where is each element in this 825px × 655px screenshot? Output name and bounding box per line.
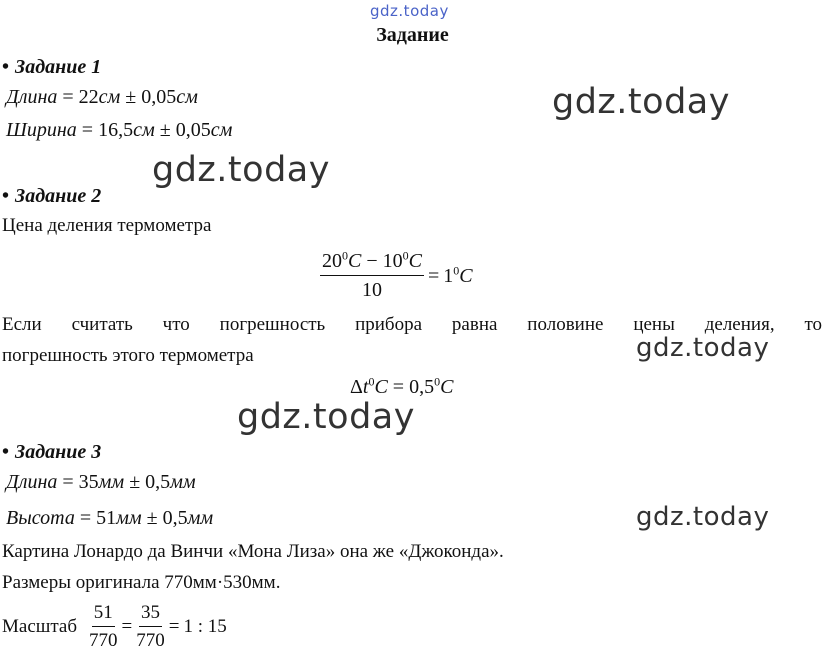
fraction-2 <box>136 602 165 652</box>
equals: = <box>427 264 440 287</box>
thermometer-error-formula: $\Delta t^0C = 0,5^0C$ <box>350 374 454 398</box>
fraction-2-denominator: 770 <box>136 630 165 651</box>
fraction-1-denominator: 770 <box>89 630 118 651</box>
task-2-explanation-1: Если считать что погрешность прибора равна половине цены деления, то <box>2 314 822 335</box>
length-unit: мм <box>98 471 125 493</box>
task-2-intro: Цена деления термометра <box>2 215 212 236</box>
error-unit: см <box>210 119 233 141</box>
scale-formula <box>2 602 227 652</box>
fraction-numerator: $20^0C - 10^0C$ <box>320 250 424 276</box>
bullet: • <box>2 185 10 207</box>
task-heading-text: Задание 1 <box>15 56 102 78</box>
width-unit: см <box>133 119 155 141</box>
scale-label: Масштаб <box>2 616 78 637</box>
width-label: Ширина <box>6 119 77 141</box>
plus-minus: ± <box>159 119 171 141</box>
task-3-height: Высота = 51мм ± 0,5мм <box>6 507 214 529</box>
watermark-top: gdz.today <box>370 2 449 20</box>
task-3-heading <box>2 441 101 464</box>
fraction-2-numerator: 35 <box>139 602 162 627</box>
watermark: gdz.today <box>636 502 770 532</box>
task-1-width: Ширина = 16,5см ± 0,05см <box>6 119 233 141</box>
watermark: gdz.today <box>237 397 415 437</box>
scale-result: 1 : 15 <box>183 616 227 637</box>
height-value: 51 <box>96 507 117 529</box>
plus-minus: ± <box>146 507 158 529</box>
fraction <box>320 250 424 302</box>
task-heading-text: Задание 2 <box>15 185 102 207</box>
height-unit: мм <box>116 507 142 529</box>
error-unit: мм <box>187 507 214 529</box>
task-3-text-1: Картина Лонардо да Винчи «Мона Лиза» она же «Джоконда». <box>2 541 504 562</box>
task-heading-text: Задание 3 <box>15 441 102 463</box>
length-value: 35 <box>78 471 99 493</box>
equals: = <box>168 616 180 637</box>
watermark: gdz.today <box>636 333 770 363</box>
scale-division-formula: $\frac{20^0C - 10^0C}{10}$ = $1^0C$ <box>322 248 473 301</box>
task-2-explanation-2: погрешность этого термометра <box>2 345 254 366</box>
plus-minus: ± <box>129 471 141 493</box>
length-value: 22 <box>78 86 99 108</box>
bullet: • <box>2 441 10 463</box>
page-title: Задание <box>376 24 449 46</box>
bullet: • <box>2 56 10 78</box>
task-1-heading <box>2 56 101 79</box>
height-error: 0,5 <box>162 507 188 529</box>
error-unit: см <box>176 86 198 108</box>
height-label: Высота <box>6 507 75 529</box>
task-3-length: Длина = 35мм ± 0,5мм <box>6 471 196 493</box>
task-2-heading <box>2 185 101 208</box>
length-label: Длина <box>6 471 58 493</box>
task-1-length: Длина = 22см ± 0,05см <box>6 86 198 108</box>
error-unit: мм <box>170 471 196 493</box>
fraction-1-numerator: 51 <box>92 602 115 627</box>
length-unit: см <box>98 86 121 108</box>
watermark: gdz.today <box>552 82 730 122</box>
length-error: 0,5 <box>145 471 171 493</box>
equals: = <box>121 616 133 637</box>
task-3-text-2: Размеры оригинала 770мм·530мм. <box>2 572 281 593</box>
width-value: 16,5 <box>98 119 134 141</box>
watermark: gdz.today <box>152 150 330 190</box>
length-error: 0,05 <box>141 86 177 108</box>
length-label: Длина <box>6 86 58 108</box>
fraction-1 <box>89 602 118 652</box>
width-error: 0,05 <box>175 119 211 141</box>
fraction-denominator: 10 <box>361 279 382 301</box>
plus-minus: ± <box>125 86 137 108</box>
